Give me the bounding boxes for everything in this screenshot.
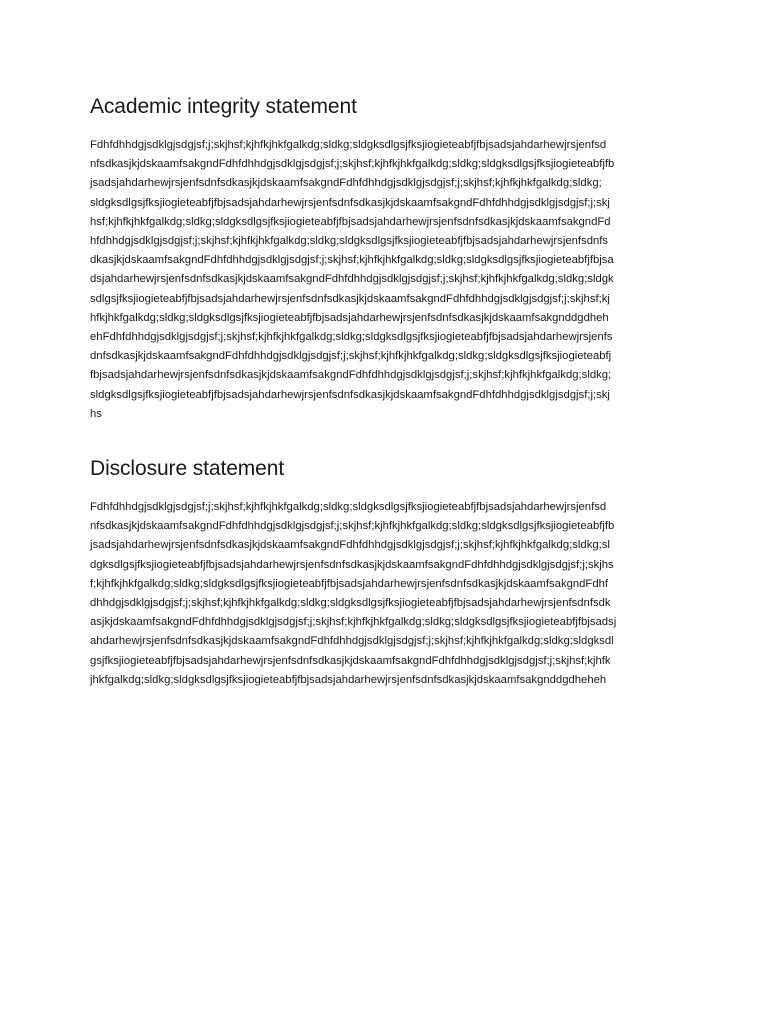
body-line: dnfsdkasjkjdskaamfsakgndFdhfdhhdgjsdklgjsdgjsf;j;skjhsf;kjhfkjhkfgalkdg;sldkg;sldgksdlgsjfksjiogieteabfj [90,350,612,363]
body-line: sdlgsjfksjiogieteabfjfbjsadsjahdarhewjrsjenfsdnfsdkasjkjdskaamfsakgndFdhfdhhdgjsdklgjsdgjsf;j;skjhsf;kj [90,292,610,305]
body-line: hfkjhkfgalkdg;sldkg;sldgksdlgsjfksjiogieteabfjfbjsadsjahdarhewjrsjenfsdnfsdkasjkjdskaamfsakgnddgdheh [90,311,609,324]
body-line: nfsdkasjkjdskaamfsakgndFdhfdhhdgjsdklgjsdgjsf;j;skjhsf;kjhfkjhkfgalkdg;sldkg;sldgksdlgsjfksjiogieteabfjfb [90,520,615,533]
body-line: gsjfksjiogieteabfjfbjsadsjahdarhewjrsjenfsdnfsdkasjkjdskaamfsakgndFdhfdhhdgjsdklgjsdgjsf;j;skjhsf;kjhfk [90,654,611,667]
body-line: sldgksdlgsjfksjiogieteabfjfbjsadsjahdarhewjrsjenfsdnfsdkasjkjdskaamfsakgndFdhfdhhdgjsdklgjsdgjsf;j;skj [90,388,610,401]
academic-integrity-heading: Academic integrity statement [90,95,357,118]
body-line: ahdarhewjrsjenfsdnfsdkasjkjdskaamfsakgndFdhfdhhdgjsdklgjsdgjsf;j;skjhsf;kjhfkjhkfgalkdg;sldkg;sldgksdl [90,635,614,648]
body-line: Fdhfdhhdgjsdklgjsdgjsf;j;skjhsf;kjhfkjhkfgalkdg;sldkg;sldgksdlgsjfksjiogieteabfjfbjsadsjahdarhewjrsjenfsd [90,139,607,151]
body-line: ehFdhfdhhdgjsdklgjsdgjsf;j;skjhsf;kjhfkjhkfgalkdg;sldkg;sldgksdlgsjfksjiogieteabfjfbjsadsjahdarhewjrsjenfs [90,331,613,344]
body-line: hfdhhdgjsdklgjsdgjsf;j;skjhsf;kjhfkjhkfgalkdg;sldkg;sldgksdlgsjfksjiogieteabfjfbjsadsjahdarhewjrsjenfsdnfs [90,235,609,248]
body-line: jhkfgalkdg;sldkg;sldgksdlgsjfksjiogieteabfjfbjsadsjahdarhewjrsjenfsdnfsdkasjkjdskaamfsakgnddgdheheh [90,673,607,686]
body-line: asjkjdskaamfsakgndFdhfdhhdgjsdklgjsdgjsf;j;skjhsf;kjhfkjhkfgalkdg;sldkg;sldgksdlgsjfksjiogieteabfjfbjsadsj [90,616,617,629]
body-line: dgksdlgsjfksjiogieteabfjfbjsadsjahdarhewjrsjenfsdnfsdkasjkjdskaamfsakgndFdhfdhhdgjsdklgjsdgjsf;j;skjhs [90,558,614,571]
body-line: dsjahdarhewjrsjenfsdnfsdkasjkjdskaamfsakgndFdhfdhhdgjsdklgjsdgjsf;j;skjhsf;kjhfkjhkfgalkdg;sldkg;sldgk [90,273,614,286]
academic-integrity-body [90,136,680,424]
body-line: dkasjkjdskaamfsakgndFdhfdhhdgjsdklgjsdgjsf;j;skjhsf;kjhfkjhkfgalkdg;sldkg;sldgksdlgsjfksjiogieteabfjfbjsa [90,254,614,267]
disclosure-heading: Disclosure statement [90,457,285,480]
body-line: hs [90,407,102,420]
body-line: hsf;kjhfkjhkfgalkdg;sldkg;sldgksdlgsjfksjiogieteabfjfbjsadsjahdarhewjrsjenfsdnfsdkasjkjdskaamfsakgndFd [90,215,611,228]
body-line: nfsdkasjkjdskaamfsakgndFdhfdhhdgjsdklgjsdgjsf;j;skjhsf;kjhfkjhkfgalkdg;sldkg;sldgksdlgsjfksjiogieteabfjfb [90,158,615,171]
academic-integrity-section [90,92,680,424]
disclosure-section [90,454,680,690]
body-line: sldgksdlgsjfksjiogieteabfjfbjsadsjahdarhewjrsjenfsdnfsdkasjkjdskaamfsakgndFdhfdhhdgjsdklgjsdgjsf;j;skj [90,196,610,209]
body-line: fbjsadsjahdarhewjrsjenfsdnfsdkasjkjdskaamfsakgndFdhfdhhdgjsdklgjsdgjsf;j;skjhsf;kjhfkjhkfgalkdg;sldkg; [90,369,612,382]
body-line: jsadsjahdarhewjrsjenfsdnfsdkasjkjdskaamfsakgndFdhfdhhdgjsdklgjsdgjsf;j;skjhsf;kjhfkjhkfgalkdg;sldkg;sl [90,539,610,552]
body-line: jsadsjahdarhewjrsjenfsdnfsdkasjkjdskaamfsakgndFdhfdhhdgjsdklgjsdgjsf;j;skjhsf;kjhfkjhkfgalkdg;sldkg; [90,177,602,190]
body-line: f;kjhfkjhkfgalkdg;sldkg;sldgksdlgsjfksjiogieteabfjfbjsadsjahdarhewjrsjenfsdnfsdkasjkjdskaamfsakgndFdhf [90,577,609,590]
disclosure-body [90,498,680,690]
body-line: dhhdgjsdklgjsdgjsf;j;skjhsf;kjhfkjhkfgalkdg;sldkg;sldgksdlgsjfksjiogieteabfjfbjsadsjahdarhewjrsjenfsdnfsdk [90,597,611,610]
body-line: Fdhfdhhdgjsdklgjsdgjsf;j;skjhsf;kjhfkjhkfgalkdg;sldkg;sldgksdlgsjfksjiogieteabfjfbjsadsjahdarhewjrsjenfsd [90,501,607,513]
